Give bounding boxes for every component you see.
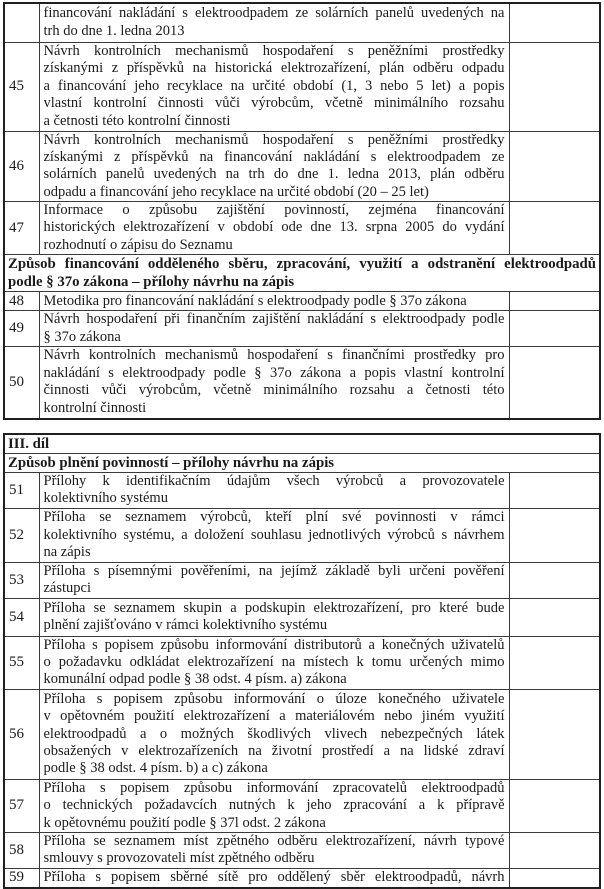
text-line: solárních panelů uvedených na trh do dne 1. ledna 2013, plán odběru (43, 166, 505, 183)
item-description (39, 832, 509, 868)
table-row (4, 347, 600, 419)
text-line: Příloha s popisem způsobu informování distributorů a konečných uživatelů (43, 636, 505, 653)
text-line: financování nakládání s elektroodpadem ze solárních panelů uvedených na (43, 5, 505, 22)
item-description (39, 636, 509, 689)
item-description (39, 868, 509, 888)
text-line: historických elektrozařízení v období ode dne 13. srpna 2005 do vydání (43, 219, 505, 236)
part-title (4, 434, 600, 454)
empty-cell (509, 347, 600, 419)
row-number (4, 3, 39, 42)
table-row (4, 562, 600, 598)
table-row (4, 636, 600, 689)
text-line: činnosti vůči výrobcům, včetně minimálního rozsahu a četnosti této (43, 382, 505, 399)
table-row (4, 832, 600, 868)
item-description (39, 311, 509, 347)
text-line: Příloha se seznamem skupin a podskupin elektrozařízení, pro které bude (43, 599, 505, 616)
text-line: odpadu a financování jeho recyklace na určité období (20 – 25 let) (43, 183, 429, 200)
empty-cell (509, 292, 600, 311)
table-row (4, 131, 600, 202)
row-number: 54 (4, 598, 39, 636)
item-description (39, 292, 509, 311)
text-line: získanými z příspěvků na financování nakládání s elektroodpadem ze (43, 148, 505, 165)
empty-cell (509, 598, 600, 636)
text-line: zástupci (43, 580, 92, 597)
table-row (4, 311, 600, 347)
text-line: Návrh hospodaření při finančním zajištění nakládání s elektroodpady podle (43, 311, 505, 328)
table-row (4, 868, 600, 888)
item-description (39, 202, 509, 255)
text-line: elektroodpadů a o možných škodlivých vlivech nebezpečných látek (43, 725, 505, 742)
section-header-row (4, 255, 600, 292)
table-row (4, 473, 600, 509)
text-line: Informace o způsobu zajištění povinností, zejména financování (43, 202, 505, 219)
attachments-table-part-3 (3, 433, 601, 889)
row-number: 57 (4, 779, 39, 832)
table-row (4, 689, 600, 779)
row-number: 46 (4, 131, 39, 202)
table-row (4, 779, 600, 832)
text-line: získanými z příspěvků na historická elektrozařízení, plán odběru odpadu (43, 60, 505, 77)
text-line: Způsob financování odděleného sběru, zpracování, využití a odstranění elektroodpadů (8, 256, 596, 273)
text-line: trh do dne 1. ledna 2013 (43, 22, 185, 39)
text-line: Přílohy k identifikačním údajům všech výrobců a provozovatele (43, 473, 505, 489)
text-line: kolektivního systému (43, 490, 168, 507)
item-description (39, 3, 509, 42)
empty-cell (509, 832, 600, 868)
text-line: kontrolní činnosti (43, 399, 147, 416)
item-description (39, 131, 509, 202)
text-line: k opětovnému použití podle § 37l odst. 2 zákona (43, 814, 326, 831)
text-line: komunální odpad podle § 38 odst. 4 písm. a) zákona (43, 671, 347, 688)
table-row (4, 3, 600, 42)
row-number: 56 (4, 689, 39, 779)
empty-cell (509, 779, 600, 832)
text-line: Příloha se seznamem míst zpětného odběru elektrozařízení, návrh typové (43, 832, 505, 849)
attachments-table-part-2 (3, 2, 601, 420)
row-number: 55 (4, 636, 39, 689)
text-line: Metodika pro financování nakládání s elektroodpady podle § 37o zákona (43, 292, 467, 309)
row-number: 45 (4, 42, 39, 131)
text-line: Návrh kontrolních mechanismů hospodaření s peněžními prostředky (43, 43, 505, 60)
section-header-row (4, 454, 600, 473)
row-number: 51 (4, 473, 39, 509)
empty-cell (509, 868, 600, 888)
row-number: 49 (4, 311, 39, 347)
section-header (4, 255, 600, 292)
row-number: 47 (4, 202, 39, 255)
item-description (39, 689, 509, 779)
text-line: Příloha s popisem způsobu informování zpracovatelů elektroodpadů (43, 779, 505, 796)
empty-cell (509, 42, 600, 131)
text-line: vlastní kontrolní činnosti vůči výrobcům, včetně minimálního rozsahu (43, 95, 505, 112)
row-number: 52 (4, 508, 39, 562)
empty-cell (509, 202, 600, 255)
row-number: 58 (4, 832, 39, 868)
text-line: Příloha s písemnými pověřeními, na jejímž základě byli určeni pověření (43, 562, 505, 579)
empty-cell (509, 3, 600, 42)
table-row (4, 202, 600, 255)
section-header (4, 454, 600, 473)
text-line: o požadavku odkládat elektrozařízení na místech k tomu určených mimo (43, 653, 505, 670)
text-line: o technických požadavcích nutných k jeho zpracování a k přípravě (43, 797, 505, 814)
empty-cell (509, 131, 600, 202)
row-number: 48 (4, 292, 39, 311)
row-number: 59 (4, 868, 39, 888)
item-description (39, 598, 509, 636)
text-line: v opětovném použití elektrozařízení a materiálovém nebo jiném využití (43, 708, 505, 725)
text-line: a četnosti této kontrolní činnosti (43, 112, 231, 129)
text-line: kolektivního systému, a doložení souhlasu jednotlivých výrobců s návrhem (43, 526, 505, 543)
part-title-row (4, 434, 600, 454)
text-line: smlouvy s provozovateli míst zpětného odběru (43, 850, 315, 867)
text-line: Příloha s popisem sběrné sítě pro oddělený sběr elektroodpadů, návrh (43, 869, 505, 886)
row-number: 53 (4, 562, 39, 598)
text-line: a financování jeho recyklace na určité období (1, 3 nebo 5 let) a popis (43, 77, 505, 94)
table-row (4, 598, 600, 636)
empty-cell (509, 636, 600, 689)
text-line: Příloha se seznamem výrobců, kteří plní své povinnosti v rámci (43, 509, 505, 526)
text-line: plnění zajišťováno v rámci kolektivního systému (43, 617, 328, 634)
table-row (4, 42, 600, 131)
text-line: obsažených v elektrozařízeních na životní prostředí a na lidské zdraví (43, 742, 505, 759)
text-line: podle § 38 odst. 4 písm. b) a c) zákona (43, 760, 268, 777)
empty-cell (509, 508, 600, 562)
text-line: Způsob plnění povinností – přílohy návrhu na zápis (8, 455, 335, 471)
empty-cell (509, 562, 600, 598)
text-line: Návrh kontrolních mechanismů hospodaření s finančními prostředky pro (43, 347, 505, 364)
text-line: nakládání s elektroodpady podle § 37o zákona a popis vlastní kontrolní (43, 364, 505, 381)
item-description (39, 473, 509, 509)
table-row (4, 292, 600, 311)
text-line: Návrh kontrolních mechanismů hospodaření s peněžními prostředky (43, 131, 505, 148)
item-description (39, 508, 509, 562)
text-line: rozhodnutí o zápisu do Seznamu (43, 236, 233, 253)
item-description (39, 42, 509, 131)
empty-cell (509, 311, 600, 347)
text-line: III. díl (8, 436, 50, 452)
item-description (39, 779, 509, 832)
text-line: Příloha s popisem způsobu informování o úloze konečného uživatele (43, 690, 505, 707)
item-description (39, 347, 509, 419)
text-line: na zápis (43, 543, 91, 560)
table-row (4, 508, 600, 562)
item-description (39, 562, 509, 598)
empty-cell (509, 473, 600, 509)
empty-cell (509, 689, 600, 779)
text-line: podle § 37o zákona – přílohy návrhu na zápis (8, 274, 295, 291)
row-number: 50 (4, 347, 39, 419)
text-line: § 37o zákona (43, 328, 121, 345)
